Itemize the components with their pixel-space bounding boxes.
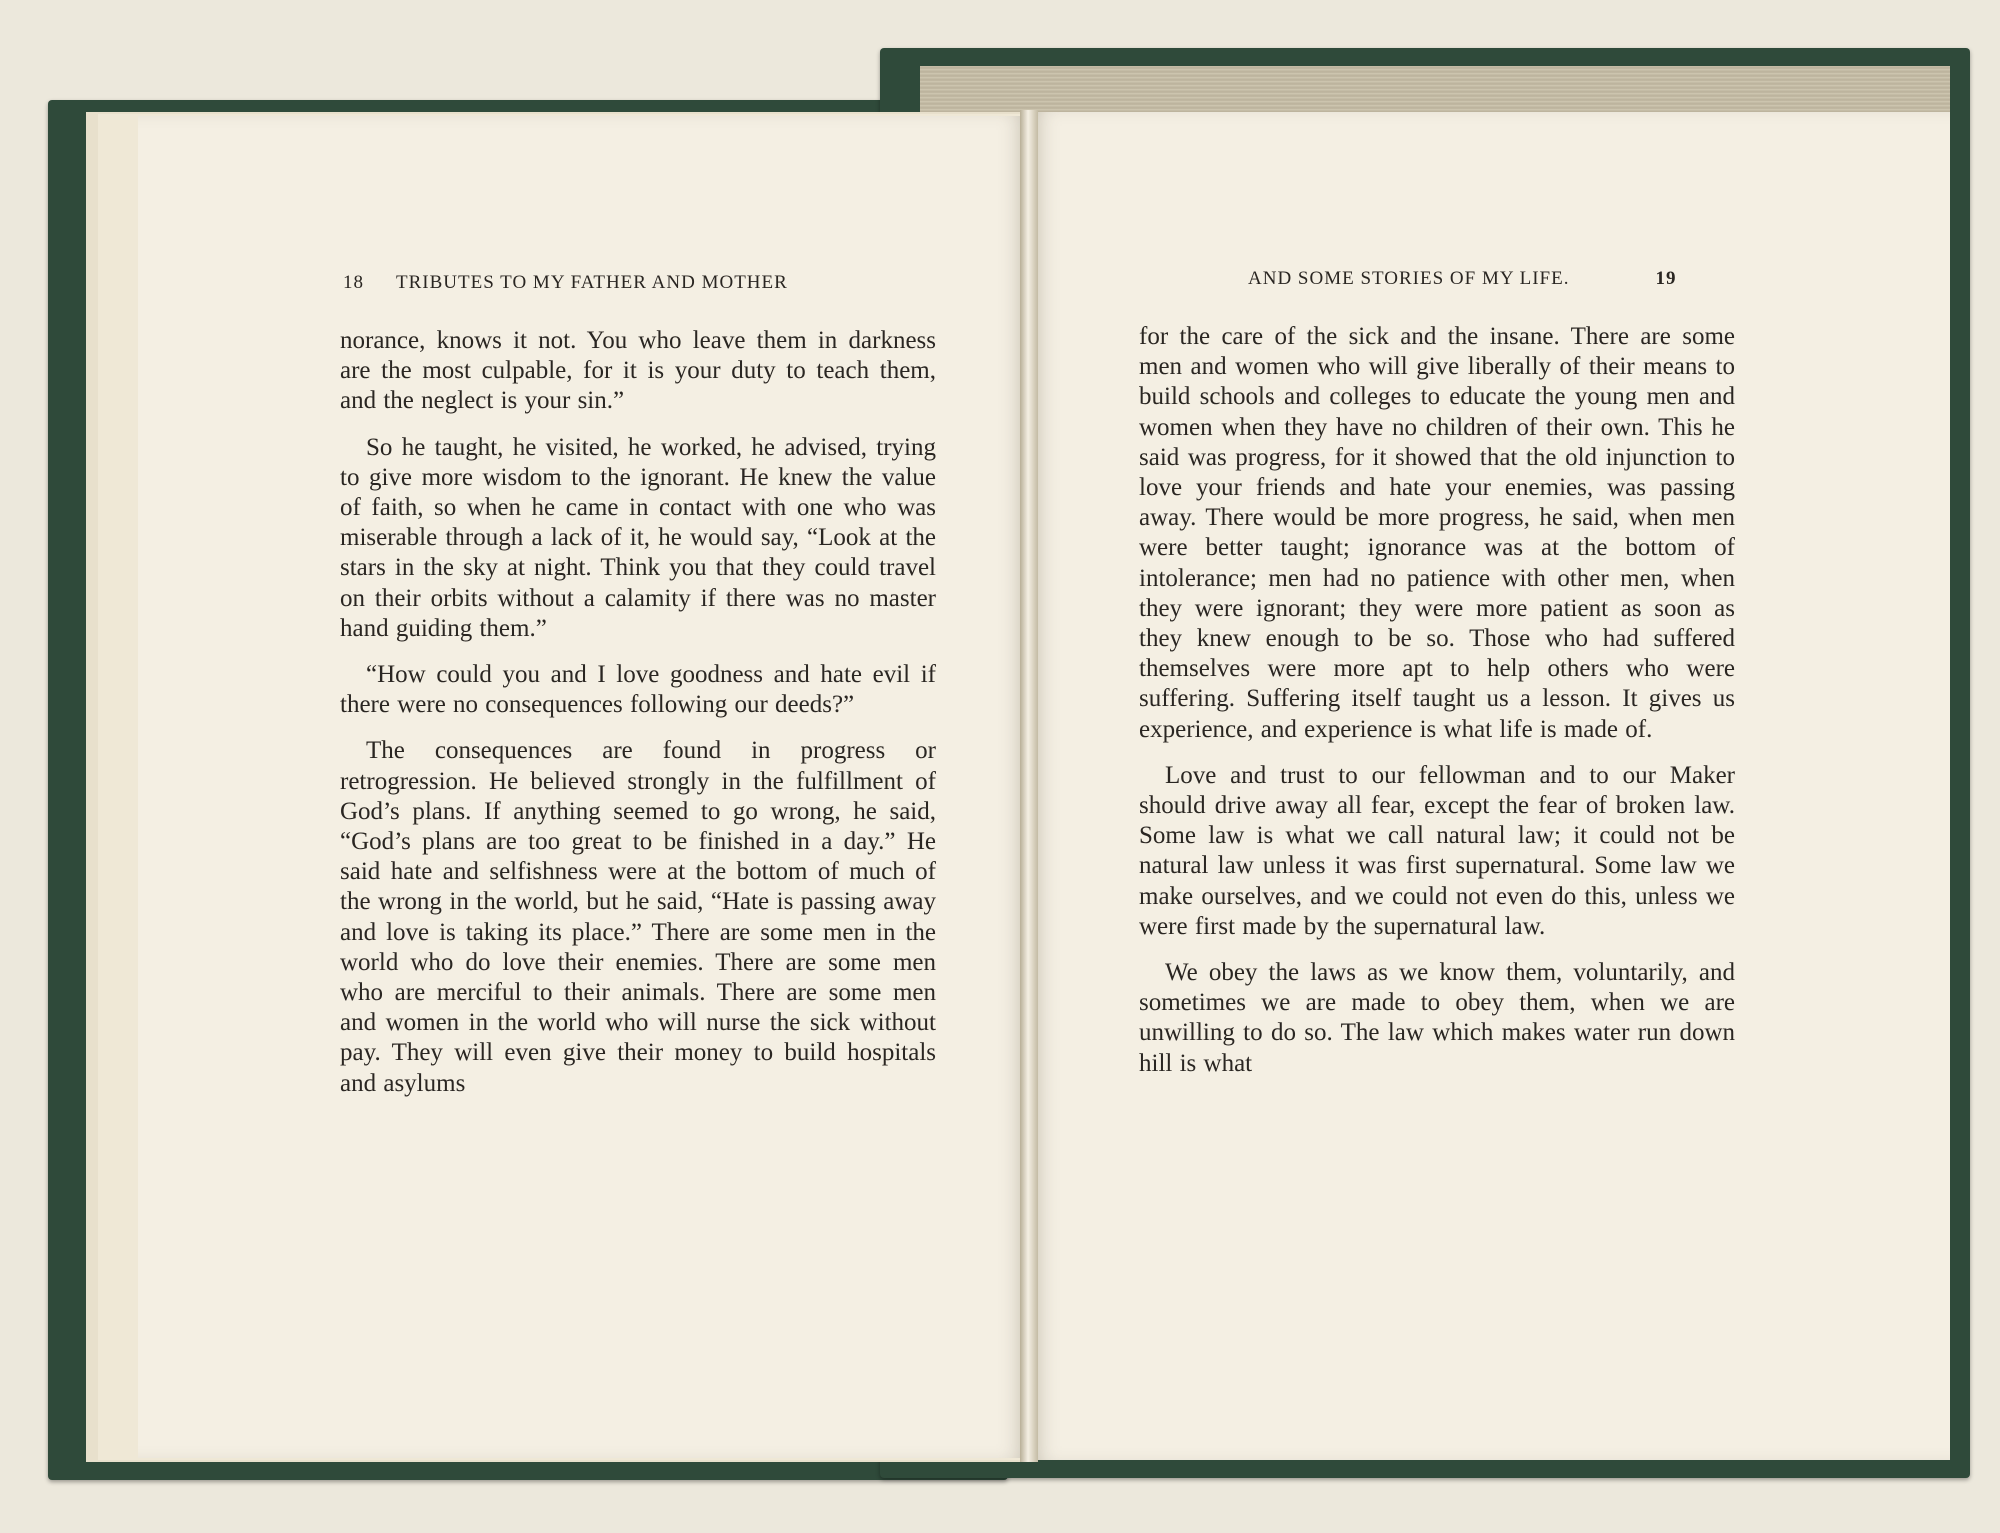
left-page-body <box>340 326 936 1115</box>
left-running-head: TRIBUTES TO MY FATHER AND MOTHER <box>396 272 788 293</box>
paragraph: Love and trust to our fellowman and to our Maker should drive away all fear, except the fear of broken law. Some law is what we call natural law; it could not be natural law unless it was first supernatural. Some law we make ourselves, and we could not even do this, unless we were first made by the supernatural law. <box>1139 761 1735 940</box>
paragraph: norance, knows it not. You who leave them in darkness are the most culpable, for it is your duty to teach them, and the neglect is your sin.” <box>340 327 936 415</box>
paragraph: for the care of the sick and the insane. There are some men and women who will give liberally of their means to build schools and colleges to educate the young men and women when they have no children of their own. This he said was progress, for it showed that the old injunction to love your friends and hate your enemies, was passing away. There would be more progress, he said, when men were better taught; ignorance was at the bottom of intolerance; men had no patience with other men, when they were ignorant; they were more patient as soon as they knew enough to be so. Those who had suffered themselves were more apt to help others who were suffering. Suffering itself taught us a lesson. It gives us experience, and experience is what life is made of. <box>1139 323 1735 743</box>
paragraph: So he taught, he visited, he worked, he advised, trying to give more wisdom to the ignorant. He knew the value of faith, so when he came in contact with one who was miserable through a lack of it, he would say, “Look at the stars in the sky at night. Think you that they could travel on their orbits without a calamity if there was no master hand guiding them.” <box>340 433 936 642</box>
left-page <box>138 116 1028 1458</box>
right-page-header <box>1248 268 1676 290</box>
left-page-number: 18 <box>343 272 364 293</box>
book-gutter <box>1020 110 1038 1462</box>
paragraph: The consequences are found in progress or retrogression. He believed strongly in the fulfillment of God’s plans. If anything seemed to go wrong, he said, “God’s plans are too great to be finished in a day.” He said hate and selfishness were at the bottom of much of the wrong in the world, but he said, “Hate is passing away and love is taking its place.” There are some men in the world who do love their enemies. There are some men who are merciful to their animals. There are some men and women in the world who will nurse the sick without pay. They will even give their money to build hospitals and asylums <box>340 737 936 1097</box>
left-page-header <box>343 272 788 294</box>
right-page-number: 19 <box>1655 268 1677 289</box>
paragraph: “How could you and I love goodness and hate evil if there were no consequences following our deeds?” <box>340 661 936 719</box>
paragraph: We obey the laws as we know them, voluntarily, and sometimes we are made to obey them, when we are unwilling to do so. The law which makes water run down hill is what <box>1139 959 1735 1077</box>
right-running-head: AND SOME STORIES OF MY LIFE. <box>1248 268 1570 289</box>
page-edges <box>920 66 1950 118</box>
right-page-body <box>1139 322 1735 1095</box>
right-page <box>1030 112 1950 1460</box>
